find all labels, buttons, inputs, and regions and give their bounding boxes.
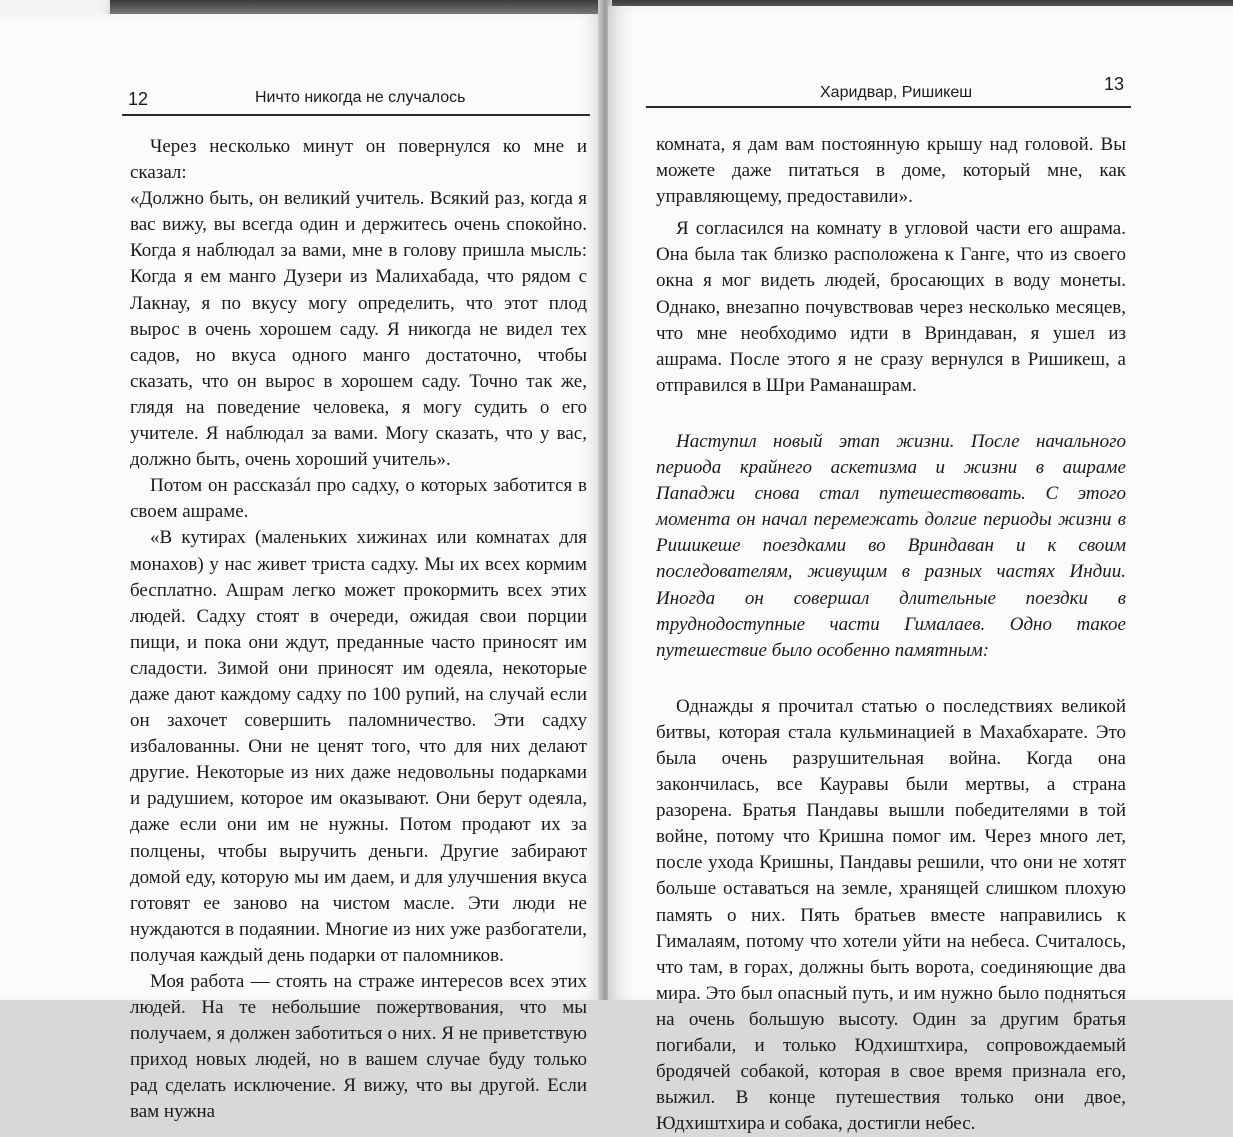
running-head: Ничто никогда не случалось bbox=[255, 89, 466, 106]
paragraph: Моя работа — стоять на страже интересов всех этих людей. На те небольшие пожертвования, что мы получаем, я должен заботиться о них. Я не приветствую приход новых людей, но в вашем случае буду только рад сделать исключение. Я вижу, что вы другой. Если вам нужна bbox=[130, 971, 587, 1123]
paragraph: «Должно быть, он великий учитель. Всякий раз, когда я вас вижу, вы всегда один и держитесь очень спокойно. Когда я наблюдал за вами, мне в голову пришла мысль: Когда я ем манго Дузери из Малихабада, что рядом с Лакнау, я по вкусу могу определить, что этот плод вырос в очень хорошем саду. Я никогда не видел тех садов, но вкуса одного манго достаточно, чтобы сказать, что он вырос в хорошем саду. Точно так же, глядя на поведение человека, я могу судить о его учителе. Я наблюдал за вами. Могу сказать, что у вас, должно быть, очень хороший учитель». bbox=[130, 188, 587, 471]
left-page bbox=[0, 14, 605, 1123]
page-text bbox=[130, 134, 587, 1126]
paragraph: Потом он рассказáл про садху, о которых заботится в своем ашраме. bbox=[130, 475, 587, 523]
page-number: 13 bbox=[1104, 74, 1125, 94]
paragraph: Однажды я прочитал статью о последствиях великой битвы, которая стала кульминацией в Махабхарате. Это была очень разрушительная война. Когда она закончилась, все Кауравы были мертвы, а страна разорена. Братья Пандавы вышли победителями в той войне, потому что Кришна помог им. Через много лет, после ухода Кришны, Пандавы решили, что они не хотят больше оставаться на земле, хранящей слишком плохую память о них. Пять братьев вместе направились к Гималаям, потому что хотели уйти на небеса. Считалось, что там, в горах, должны быть ворота, соединяющие два мира. Это был опасный путь, и им нужно было подняться на очень большую высоту. Один за другим братья погибали, и только Юдхиштхира, сопровождаемый бродячей собакой, которая в свое время признала его, выжил. В конце путешествия только они двое, Юдхиштхира и собака, достигли небес. bbox=[656, 695, 1126, 1135]
paragraph: «В кутирах (маленьких хижинах или комнатах для монахов) у нас живет триста садху. Мы их всех кормим бесплатно. Ашрам легко может прокормить всех этих людей. Садху стоят в очереди, ожидая свои порции пищи, и пока они ждут, преданные часто приносят им сладости. Зимой они приносят им одеяла, некоторые даже дают каждому садху по 100 рупий, на случай если он захочет совершить паломничество. Эти садху избалованны. Они не ценят того, что для них делают другие. Некоторые из них даже недовольны подарками и радушием, которое им оказывают. Они берут одеяла, даже если они им не нужны. Потом продают их за полцены, чтобы выручить деньги. Другие забирают домой еду, которую мы им даем, и для улучшения вкуса готовят ее заново на чистом масле. Эти люди не нуждаются в подаянии. Многие из них уже разбогатели, получая каждый день подарки от паломников. bbox=[130, 527, 587, 966]
header-rule bbox=[646, 106, 1131, 108]
header-rule bbox=[122, 114, 590, 116]
running-head: Харидвар, Ришикеш bbox=[820, 84, 973, 101]
page-text bbox=[656, 132, 1126, 1137]
right-page bbox=[608, 6, 1233, 1135]
page-number: 12 bbox=[128, 89, 149, 109]
paragraph: Через несколько минут он повернулся ко мне и сказал: bbox=[130, 136, 587, 184]
italic-intro: Наступил новый этап жизни. После начального периода крайнего аскетизма и жизни в ашраме Пападжи снова стал путешествовать. С этого момента он начал перемежать долгие периоды жизни в Ришикеше поездками во Вриндаван и к своим последователям, живущим в разных частях Индии. Иногда он совершал длительные поездки в труднодоступные части Гималаев. Одно такое путешествие было особенно памятным: bbox=[656, 430, 1126, 661]
paragraph: Я согласился на комнату в угловой части его ашрама. Она была так близко расположена к Ганге, что из своего окна я мог видеть людей, бросающих в воду монеты. Однако, внезапно почувствовав через несколько месяцев, что мне необходимо идти в Вриндаван, я ушел из ашрама. После этого я не сразу вернулся в Ришикеш, а отправился в Шри Раманашрам. bbox=[656, 218, 1126, 396]
paragraph: комната, я дам вам постоянную крышу над головой. Вы можете даже питаться в доме, который мне, как управляющему, предоставили». bbox=[656, 134, 1126, 208]
